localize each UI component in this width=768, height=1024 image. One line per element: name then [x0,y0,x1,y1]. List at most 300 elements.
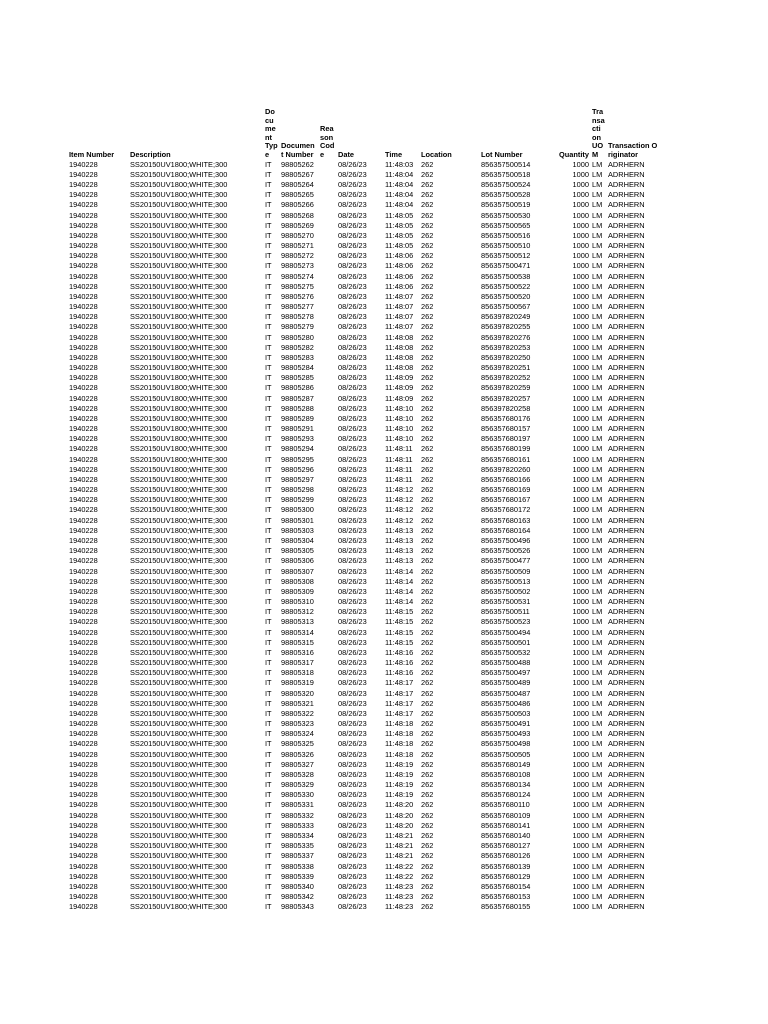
cell-uom: LM [592,454,603,464]
cell-uom: LM [592,251,603,261]
cell-originator: ADRHERN [608,474,645,484]
cell-reason-code [319,241,337,251]
cell-location: 262 [421,759,434,769]
cell-date: 08/26/23 [338,200,367,210]
cell-location: 262 [421,210,434,220]
cell-location: 262 [421,892,434,902]
cell-document-type: IT [265,454,272,464]
cell-date: 08/26/23 [338,322,367,332]
cell-document-number: 98805327 [281,759,314,769]
cell-time: 11:48:18 [385,719,414,729]
cell-document-number: 98805343 [281,902,314,912]
cell-lot-number: 856397820251 [481,363,531,373]
cell-document-type: IT [265,597,272,607]
cell-originator: ADRHERN [608,403,645,413]
table-row [68,251,660,261]
table-row [68,444,660,454]
cell-document-number: 98805271 [281,241,314,251]
cell-lot-number: 856357680157 [481,424,531,434]
cell-quantity: 1000 [572,464,589,474]
cell-location: 262 [421,515,434,525]
cell-reason-code [319,821,337,831]
cell-location: 262 [421,698,434,708]
cell-description: SS20150UV1800;WHITE;300 [130,291,228,301]
cell-quantity: 1000 [572,597,589,607]
cell-lot-number: 856357680140 [481,830,531,840]
cell-description: SS20150UV1800;WHITE;300 [130,444,228,454]
cell-originator: ADRHERN [608,637,645,647]
cell-document-type: IT [265,708,272,718]
table-row [68,841,660,851]
table-row [68,566,660,576]
cell-reason-code [319,210,337,220]
cell-date: 08/26/23 [338,576,367,586]
cell-document-number: 98805298 [281,485,314,495]
cell-document-number: 98805320 [281,688,314,698]
cell-item-number: 1940228 [69,464,98,474]
cell-date: 08/26/23 [338,383,367,393]
cell-originator: ADRHERN [608,332,645,342]
cell-document-type: IT [265,302,272,312]
table-row [68,678,660,688]
cell-reason-code [319,607,337,617]
cell-description: SS20150UV1800;WHITE;300 [130,617,228,627]
cell-location: 262 [421,332,434,342]
cell-uom: LM [592,851,603,861]
cell-originator: ADRHERN [608,505,645,515]
cell-date: 08/26/23 [338,892,367,902]
cell-time: 11:48:11 [385,454,413,464]
cell-document-number: 98805329 [281,780,314,790]
cell-time: 11:48:17 [385,698,414,708]
cell-date: 08/26/23 [338,729,367,739]
cell-item-number: 1940228 [69,525,98,535]
cell-document-number: 98805328 [281,769,314,779]
cell-quantity: 1000 [572,566,589,576]
cell-location: 262 [421,820,434,830]
cell-item-number: 1940228 [69,607,98,617]
cell-reason-code [319,780,337,790]
cell-item-number: 1940228 [69,597,98,607]
cell-document-type: IT [265,576,272,586]
cell-document-type: IT [265,790,272,800]
cell-uom: LM [592,780,603,790]
cell-description: SS20150UV1800;WHITE;300 [130,780,228,790]
cell-location: 262 [421,881,434,891]
cell-description: SS20150UV1800;WHITE;300 [130,332,228,342]
cell-time: 11:48:19 [385,759,414,769]
cell-uom: LM [592,892,603,902]
cell-document-type: IT [265,190,272,200]
cell-originator: ADRHERN [608,271,645,281]
cell-document-number: 98805297 [281,474,314,484]
cell-document-type: IT [265,698,272,708]
header-item-number: Item Number [69,149,115,159]
cell-quantity: 1000 [572,271,589,281]
cell-time: 11:48:13 [385,546,414,556]
cell-item-number: 1940228 [69,658,98,668]
cell-item-number: 1940228 [69,312,98,322]
cell-originator: ADRHERN [608,373,645,383]
cell-location: 262 [421,597,434,607]
cell-quantity: 1000 [572,403,589,413]
cell-reason-code [319,587,337,597]
cell-location: 262 [421,363,434,373]
cell-quantity: 1000 [572,515,589,525]
cell-reason-code [319,678,337,688]
header-description: Description [130,149,171,159]
cell-quantity: 1000 [572,413,589,423]
cell-description: SS20150UV1800;WHITE;300 [130,719,228,729]
cell-item-number: 1940228 [69,363,98,373]
cell-item-number: 1940228 [69,403,98,413]
cell-document-type: IT [265,861,272,871]
cell-time: 11:48:22 [385,871,414,881]
cell-description: SS20150UV1800;WHITE;300 [130,576,228,586]
cell-document-type: IT [265,424,272,434]
cell-date: 08/26/23 [338,352,367,362]
cell-reason-code [319,495,337,505]
cell-location: 262 [421,220,434,230]
cell-document-number: 98805279 [281,322,314,332]
cell-description: SS20150UV1800;WHITE;300 [130,841,228,851]
cell-document-type: IT [265,759,272,769]
cell-description: SS20150UV1800;WHITE;300 [130,769,228,779]
cell-time: 11:48:09 [385,383,414,393]
table-row [68,536,660,546]
cell-time: 11:48:14 [385,576,414,586]
cell-document-number: 98805268 [281,210,314,220]
cell-description: SS20150UV1800;WHITE;300 [130,352,228,362]
cell-reason-code [319,811,337,821]
cell-lot-number: 856357500491 [481,719,531,729]
cell-time: 11:48:23 [385,892,414,902]
cell-document-number: 98805275 [281,281,314,291]
cell-reason-code [319,322,337,332]
cell-reason-code [319,627,337,637]
cell-originator: ADRHERN [608,607,645,617]
table-row [68,383,660,393]
cell-document-number: 98805313 [281,617,314,627]
cell-uom: LM [592,536,603,545]
cell-reason-code [319,882,337,892]
cell-quantity: 1000 [572,830,589,840]
cell-description: SS20150UV1800;WHITE;300 [130,820,228,830]
cell-quantity: 1000 [572,790,589,800]
cell-reason-code [319,516,337,526]
cell-time: 11:48:05 [385,210,414,220]
cell-uom: LM [592,464,603,474]
cell-description: SS20150UV1800;WHITE;300 [130,169,228,179]
cell-date: 08/26/23 [338,261,367,271]
cell-document-number: 98805282 [281,342,314,352]
cell-uom: LM [592,424,603,434]
cell-reason-code [319,546,337,556]
cell-document-number: 98805322 [281,708,314,718]
cell-description: SS20150UV1800;WHITE;300 [130,871,228,881]
cell-lot-number: 856357680108 [481,769,531,779]
cell-document-number: 98805330 [281,790,314,800]
cell-reason-code [319,404,337,414]
cell-document-number: 98805286 [281,383,314,393]
cell-lot-number: 856357500538 [481,271,531,281]
cell-quantity: 1000 [572,749,589,759]
cell-date: 08/26/23 [338,556,367,566]
table-row [68,322,660,332]
cell-originator: ADRHERN [608,698,645,708]
cell-item-number: 1940228 [69,881,98,891]
cell-document-type: IT [265,627,272,637]
table-row [68,221,660,231]
cell-uom: LM [592,668,603,678]
cell-uom: LM [592,159,603,169]
cell-originator: ADRHERN [608,820,645,830]
cell-item-number: 1940228 [69,566,98,576]
cell-description: SS20150UV1800;WHITE;300 [130,708,228,718]
cell-quantity: 1000 [572,322,589,332]
table-row [68,231,660,241]
cell-document-number: 98805273 [281,261,314,271]
cell-time: 11:48:17 [385,708,414,718]
cell-location: 262 [421,780,434,790]
cell-date: 08/26/23 [338,495,367,505]
cell-originator: ADRHERN [608,536,645,545]
cell-document-type: IT [265,830,272,840]
cell-lot-number: 856357680124 [481,790,531,800]
cell-time: 11:48:06 [385,281,414,291]
cell-time: 11:48:20 [385,800,414,810]
cell-originator: ADRHERN [608,617,645,627]
cell-item-number: 1940228 [69,627,98,637]
cell-quantity: 1000 [572,698,589,708]
cell-description: SS20150UV1800;WHITE;300 [130,210,228,220]
cell-date: 08/26/23 [338,597,367,607]
cell-reason-code [319,526,337,536]
cell-item-number: 1940228 [69,739,98,749]
cell-quantity: 1000 [572,647,589,657]
cell-originator: ADRHERN [608,230,645,240]
cell-location: 262 [421,383,434,393]
cell-date: 08/26/23 [338,820,367,830]
cell-uom: LM [592,230,603,240]
cell-quantity: 1000 [572,352,589,362]
cell-document-type: IT [265,332,272,342]
cell-uom: LM [592,525,603,535]
cell-uom: LM [592,769,603,779]
cell-quantity: 1000 [572,851,589,861]
cell-originator: ADRHERN [608,556,645,566]
cell-document-type: IT [265,749,272,759]
cell-document-number: 98805334 [281,830,314,840]
cell-originator: ADRHERN [608,546,645,556]
cell-originator: ADRHERN [608,597,645,607]
cell-lot-number: 856357500497 [481,668,531,678]
cell-document-number: 98805316 [281,647,314,657]
table-row [68,872,660,882]
cell-lot-number: 856397820257 [481,393,531,403]
cell-item-number: 1940228 [69,291,98,301]
cell-description: SS20150UV1800;WHITE;300 [130,342,228,352]
cell-item-number: 1940228 [69,749,98,759]
cell-document-number: 98805291 [281,424,314,434]
cell-uom: LM [592,179,603,189]
cell-date: 08/26/23 [338,881,367,891]
cell-reason-code [319,739,337,749]
cell-originator: ADRHERN [608,759,645,769]
header-document-number: Document Number [281,141,315,159]
cell-uom: LM [592,302,603,312]
cell-lot-number: 856357680172 [481,505,531,515]
cell-document-type: IT [265,281,272,291]
table-row [68,699,660,709]
cell-document-type: IT [265,464,272,474]
cell-description: SS20150UV1800;WHITE;300 [130,759,228,769]
table-row [68,495,660,505]
cell-date: 08/26/23 [338,536,367,545]
cell-document-type: IT [265,515,272,525]
cell-date: 08/26/23 [338,617,367,627]
cell-document-number: 98805289 [281,413,314,423]
cell-document-type: IT [265,780,272,790]
cell-reason-code [319,444,337,454]
cell-quantity: 1000 [572,312,589,322]
cell-time: 11:48:15 [385,617,414,627]
cell-date: 08/26/23 [338,363,367,373]
cell-document-type: IT [265,373,272,383]
cell-document-number: 98805283 [281,352,314,362]
cell-time: 11:48:14 [385,566,414,576]
cell-document-number: 98805265 [281,190,314,200]
cell-date: 08/26/23 [338,444,367,454]
cell-reason-code [319,902,337,912]
cell-description: SS20150UV1800;WHITE;300 [130,281,228,291]
cell-uom: LM [592,790,603,800]
cell-quantity: 1000 [572,658,589,668]
cell-uom: LM [592,708,603,718]
cell-document-type: IT [265,607,272,617]
cell-originator: ADRHERN [608,566,645,576]
cell-quantity: 1000 [572,820,589,830]
cell-location: 262 [421,647,434,657]
cell-reason-code [319,536,337,546]
cell-uom: LM [592,810,603,820]
cell-originator: ADRHERN [608,769,645,779]
cell-lot-number: 856397820252 [481,373,531,383]
cell-item-number: 1940228 [69,820,98,830]
cell-item-number: 1940228 [69,220,98,230]
cell-item-number: 1940228 [69,719,98,729]
cell-document-type: IT [265,474,272,484]
cell-time: 11:48:16 [385,668,414,678]
cell-document-type: IT [265,658,272,668]
cell-uom: LM [592,576,603,586]
cell-item-number: 1940228 [69,342,98,352]
cell-uom: LM [592,434,603,444]
cell-date: 08/26/23 [338,851,367,861]
cell-document-type: IT [265,841,272,851]
cell-date: 08/26/23 [338,241,367,251]
cell-location: 262 [421,322,434,332]
table-row [68,668,660,678]
cell-document-number: 98805310 [281,597,314,607]
cell-quantity: 1000 [572,810,589,820]
cell-quantity: 1000 [572,617,589,627]
cell-description: SS20150UV1800;WHITE;300 [130,861,228,871]
table-row [68,607,660,617]
cell-originator: ADRHERN [608,780,645,790]
cell-time: 11:48:10 [385,403,414,413]
cell-document-number: 98805276 [281,291,314,301]
cell-reason-code [319,221,337,231]
cell-description: SS20150UV1800;WHITE;300 [130,607,228,617]
cell-document-type: IT [265,536,272,545]
cell-date: 08/26/23 [338,230,367,240]
cell-location: 262 [421,495,434,505]
cell-reason-code [319,414,337,424]
cell-item-number: 1940228 [69,332,98,342]
cell-quantity: 1000 [572,708,589,718]
cell-description: SS20150UV1800;WHITE;300 [130,393,228,403]
cell-document-type: IT [265,586,272,596]
cell-lot-number: 856357500498 [481,739,531,749]
cell-description: SS20150UV1800;WHITE;300 [130,851,228,861]
cell-time: 11:48:16 [385,647,414,657]
cell-time: 11:48:18 [385,749,414,759]
cell-description: SS20150UV1800;WHITE;300 [130,810,228,820]
cell-time: 11:48:06 [385,261,414,271]
cell-date: 08/26/23 [338,759,367,769]
cell-location: 262 [421,729,434,739]
cell-document-type: IT [265,668,272,678]
cell-originator: ADRHERN [608,485,645,495]
cell-uom: LM [592,881,603,891]
cell-quantity: 1000 [572,902,589,912]
cell-quantity: 1000 [572,332,589,342]
cell-document-type: IT [265,383,272,393]
table-row [68,638,660,648]
cell-location: 262 [421,505,434,515]
cell-time: 11:48:04 [385,190,414,200]
cell-quantity: 1000 [572,505,589,515]
cell-item-number: 1940228 [69,454,98,464]
table-row [68,882,660,892]
cell-originator: ADRHERN [608,281,645,291]
cell-time: 11:48:13 [385,556,414,566]
cell-document-number: 98805306 [281,556,314,566]
table-row [68,546,660,556]
cell-location: 262 [421,291,434,301]
cell-originator: ADRHERN [608,342,645,352]
cell-date: 08/26/23 [338,159,367,169]
cell-location: 262 [421,851,434,861]
cell-description: SS20150UV1800;WHITE;300 [130,403,228,413]
cell-description: SS20150UV1800;WHITE;300 [130,190,228,200]
cell-originator: ADRHERN [608,739,645,749]
cell-location: 262 [421,302,434,312]
cell-originator: ADRHERN [608,586,645,596]
cell-lot-number: 856357500502 [481,586,531,596]
cell-date: 08/26/23 [338,780,367,790]
cell-quantity: 1000 [572,586,589,596]
cell-uom: LM [592,861,603,871]
cell-item-number: 1940228 [69,586,98,596]
cell-document-number: 98805280 [281,332,314,342]
cell-location: 262 [421,454,434,464]
cell-uom: LM [592,515,603,525]
cell-lot-number: 856397820260 [481,464,531,474]
cell-quantity: 1000 [572,291,589,301]
cell-originator: ADRHERN [608,241,645,251]
